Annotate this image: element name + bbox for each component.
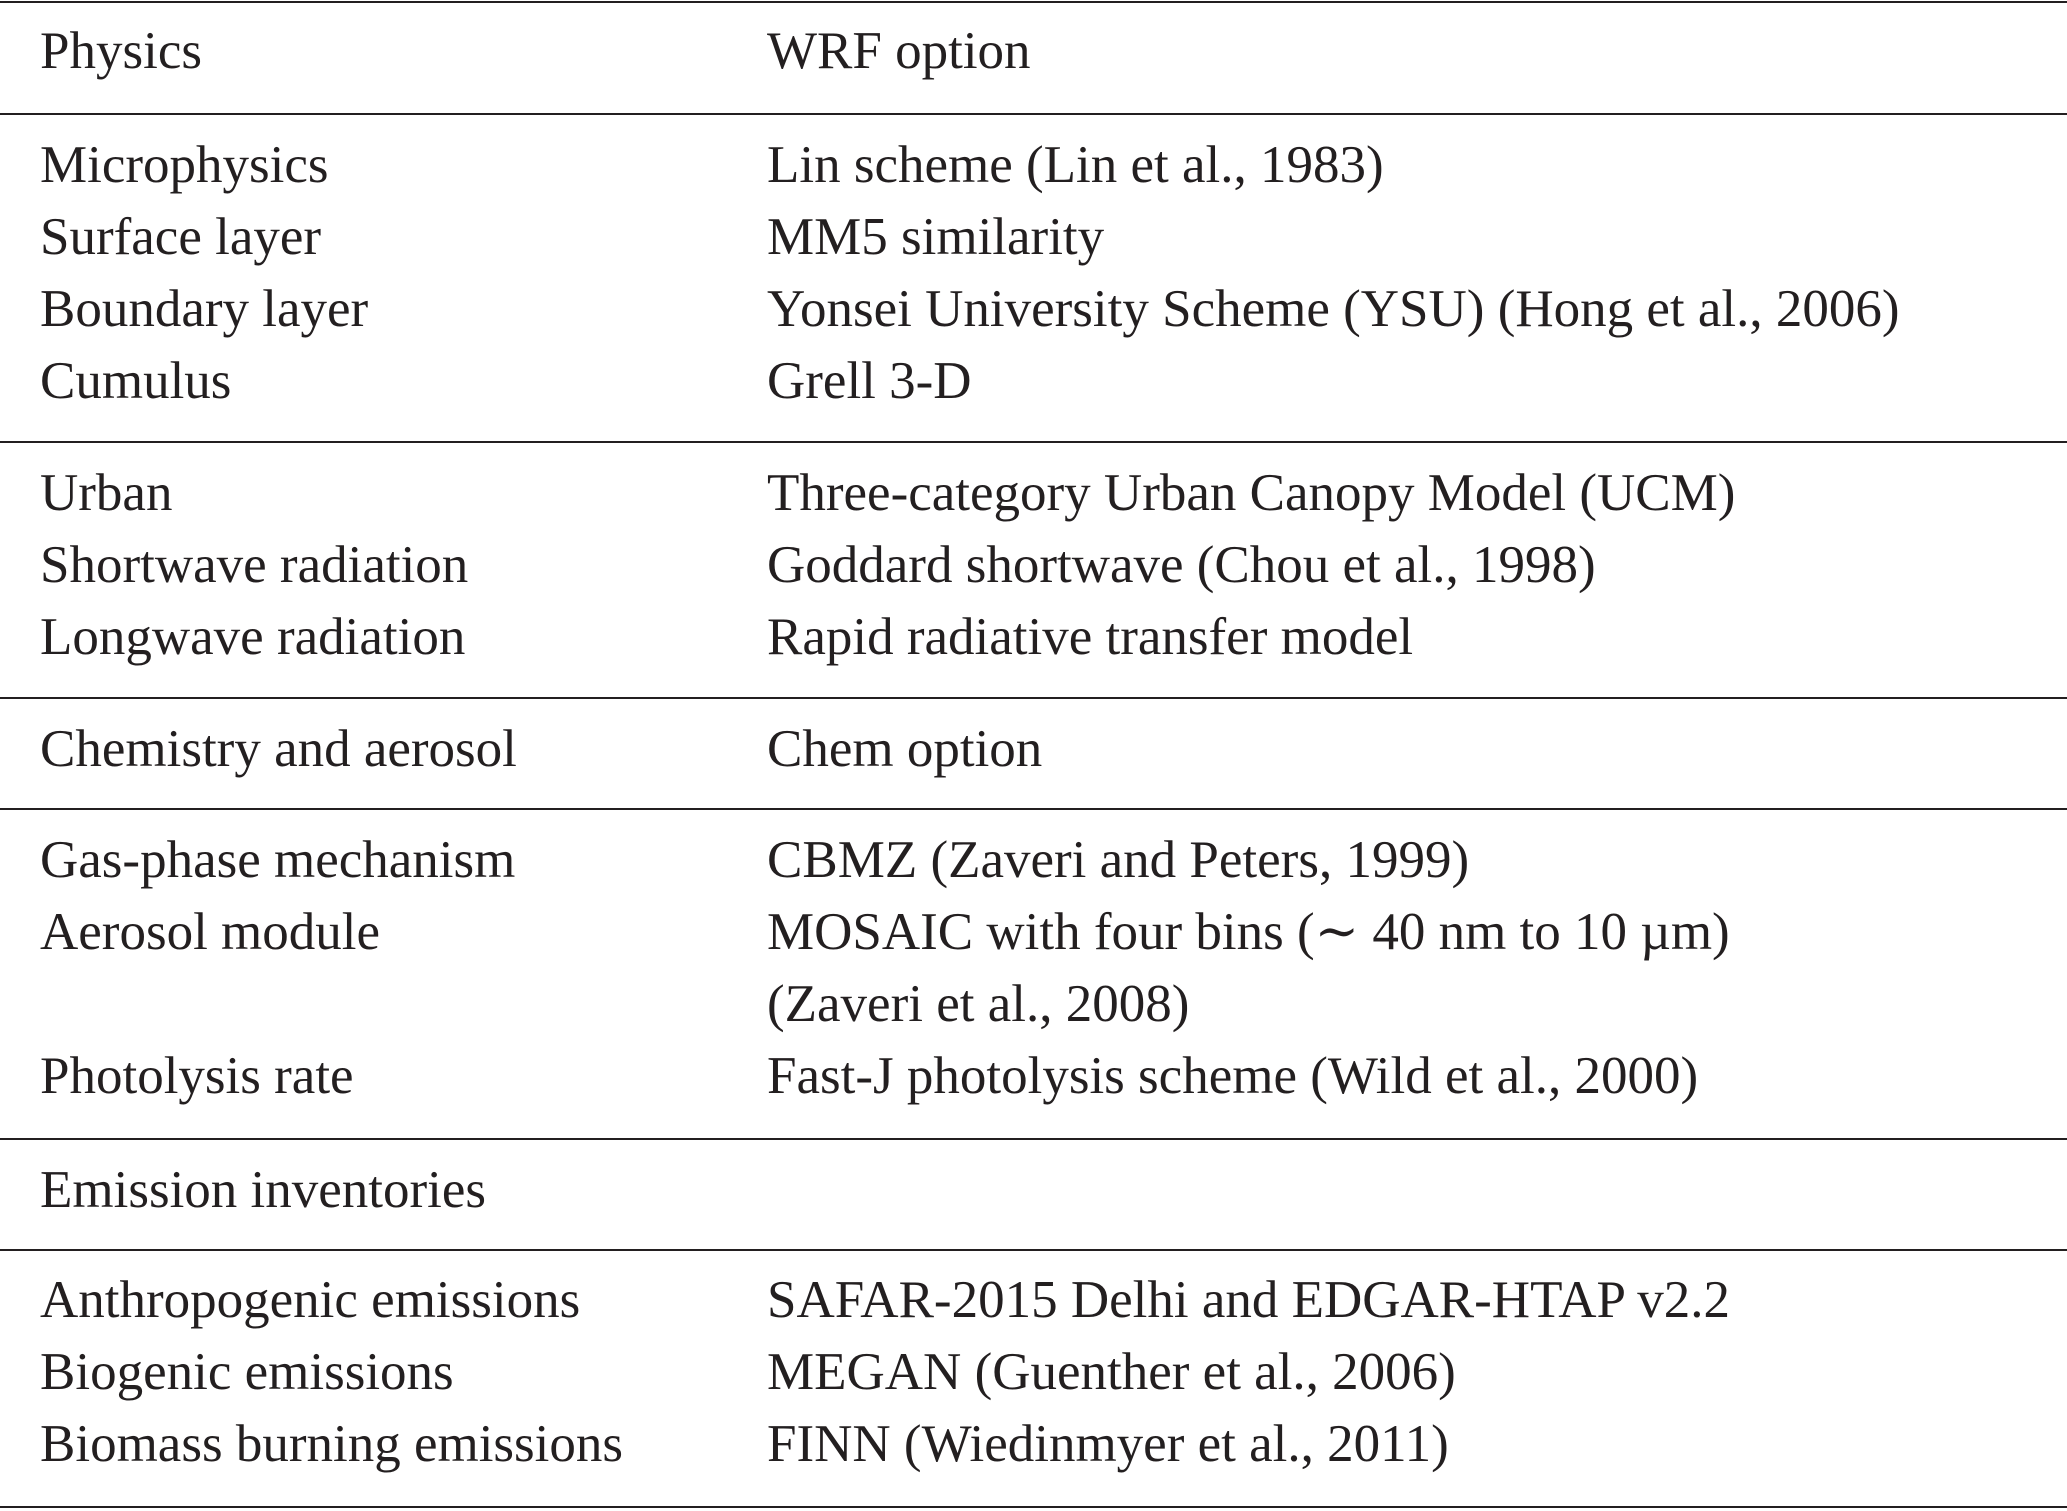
row-label: Microphysics — [40, 136, 329, 194]
row-value: Rapid radiative transfer model — [767, 608, 1414, 666]
group-rule — [0, 1249, 2067, 1251]
row-label: Cumulus — [40, 352, 232, 410]
row-value: SAFAR-2015 Delhi and EDGAR-HTAP v2.2 — [767, 1271, 1730, 1329]
row-label: Biogenic emissions — [40, 1343, 454, 1401]
row-value: MM5 similarity — [767, 208, 1105, 266]
row-label: Surface layer — [40, 208, 322, 266]
row-value: Fast-J photolysis scheme (Wild et al., 2000) — [767, 1047, 1699, 1105]
row-label: Urban — [40, 464, 173, 522]
row-label: Gas-phase mechanism — [40, 831, 516, 889]
row-value: Grell 3-D — [767, 352, 972, 410]
top-rule — [0, 1, 2067, 3]
group-rule — [0, 808, 2067, 810]
row-label: Boundary layer — [40, 280, 369, 338]
row-value: Yonsei University Scheme (YSU) (Hong et al., 2006) — [767, 280, 1900, 338]
row-value: FINN (Wiedinmyer et al., 2011) — [767, 1415, 1449, 1473]
row-value: MEGAN (Guenther et al., 2006) — [767, 1343, 1456, 1401]
row-value: Three-category Urban Canopy Model (UCM) — [767, 464, 1736, 522]
row-label: Photolysis rate — [40, 1047, 354, 1105]
row-value-continued: (Zaveri et al., 2008) — [767, 975, 1190, 1033]
row-label: Anthropogenic emissions — [40, 1271, 581, 1329]
row-label: Biomass burning emissions — [40, 1415, 624, 1473]
row-value: CBMZ (Zaveri and Peters, 1999) — [767, 831, 1470, 889]
row-value: Lin scheme (Lin et al., 1983) — [767, 136, 1384, 194]
header-physics: Physics — [40, 22, 202, 80]
emission-header-label: Emission inventories — [40, 1161, 487, 1219]
row-value: Goddard shortwave (Chou et al., 1998) — [767, 536, 1596, 594]
row-label: Aerosol module — [40, 903, 381, 961]
group-rule — [0, 441, 2067, 443]
group-rule — [0, 697, 2067, 699]
chem-header-value: Chem option — [767, 720, 1043, 778]
bottom-rule — [0, 1506, 2067, 1508]
row-label: Longwave radiation — [40, 608, 466, 666]
header-rule — [0, 113, 2067, 115]
chem-header-label: Chemistry and aerosol — [40, 720, 517, 778]
header-wrf-option: WRF option — [767, 22, 1031, 80]
group-rule — [0, 1138, 2067, 1140]
row-value: MOSAIC with four bins (∼ 40 nm to 10 µm) — [767, 903, 1730, 961]
row-label: Shortwave radiation — [40, 536, 469, 594]
